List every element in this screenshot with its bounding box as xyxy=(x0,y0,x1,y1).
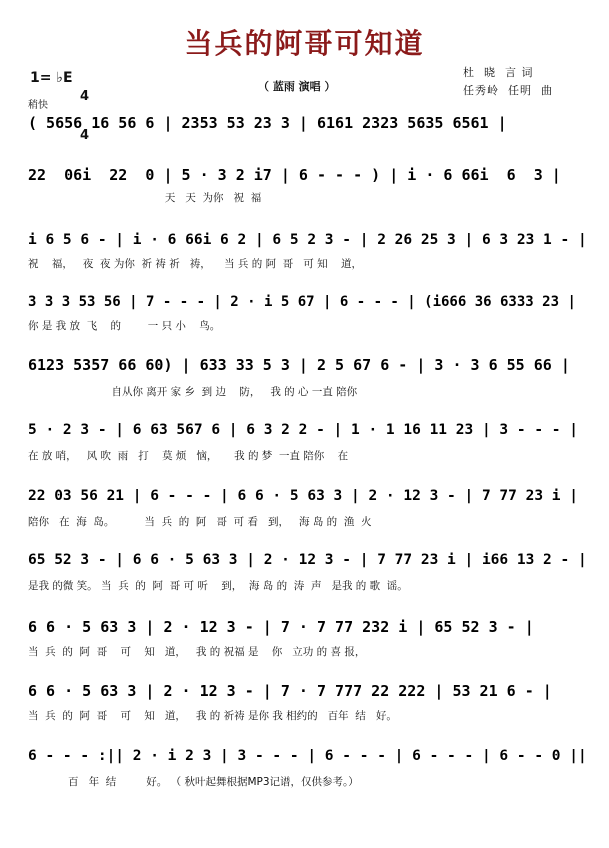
composer-credit: 任秀岭 任明 曲 xyxy=(463,84,553,97)
score-row-4-lyrics: 你 是 我 放 飞 的 一 只 小 鸟。 xyxy=(28,320,221,332)
score-row-2-lyrics: 天 天 为你 祝 福 xyxy=(28,192,262,204)
song-title: 当兵的阿哥可知道 xyxy=(184,27,425,60)
score-row-4-notes: 3 3 3 53 56 | 7 - - - | 2 · i 5 67 | 6 - - - | (i666 36 6333 23 | xyxy=(28,294,576,310)
score-row-6-lyrics: 在 放 哨， 风 吹 雨 打 莫 烦 恼， 我 的 梦 一直 陪你 在 xyxy=(28,450,349,462)
key-signature: 1= ♭E xyxy=(30,70,73,86)
singer-credit: （ 蓝雨 演唱 ） xyxy=(258,80,336,93)
score-row-1-notes: ( 5656 16 56 6 | 2353 53 23 3 | 6161 2323 5635 6561 | xyxy=(28,114,507,132)
score-row-5-notes: 6123 5357 66 60) | 633 33 5 3 | 2 5 67 6 - | 3 · 3 6 55 66 | xyxy=(28,356,570,374)
meter-top: 4 xyxy=(80,89,90,104)
score-row-8-notes: 65 52 3 - | 6 6 · 5 63 3 | 2 · 12 3 - | 7 77 23 i | i66 13 2 - | xyxy=(28,552,587,568)
score-row-11-notes: 6 - - - :|| 2 · i 2 3 | 3 - - - | 6 - - - | 6 - - - | 6 - - 0 || xyxy=(28,748,587,764)
score-row-2-notes: 22 06i 22 0 | 5 · 3 2 i7 | 6 - - - ) | i · 6 66i 6 3 | xyxy=(28,166,561,184)
tempo-marking: 稍快 xyxy=(28,100,48,111)
score-row-11-lyrics: 百 年 结 好。 （ 秋叶起舞根据MP3记谱，仅供参考。） xyxy=(28,776,359,788)
score-row-5-lyrics: 自从你 离开 家 乡 到 边 防， 我 的 心 一直 陪你 xyxy=(28,386,358,398)
meter-bottom: 4 xyxy=(80,128,90,143)
score-row-9-notes: 6 6 · 5 63 3 | 2 · 12 3 - | 7 · 7 77 232 i | 65 52 3 - | xyxy=(28,618,534,636)
score-row-9-lyrics: 当 兵 的 阿 哥 可 知 道， 我 的 祝福 是 你 立功 的 喜 报， xyxy=(28,646,366,658)
score-row-3-notes: i 6 5 6 - | i · 6 66i 6 2 | 6 5 2 3 - | 2 26 25 3 | 6 3 23 1 - | xyxy=(28,232,587,248)
score-row-10-lyrics: 当 兵 的 阿 哥 可 知 道， 我 的 祈祷 是你 我 相约的 百年 结 好。 xyxy=(28,710,397,722)
score-row-3-lyrics: 祝 福， 夜 夜 为你 祈 祷 祈 祷， 当 兵 的 阿 哥 可 知 道， xyxy=(28,258,362,270)
lyricist-credit: 杜 晓 言 词 xyxy=(463,66,534,79)
score-row-6-notes: 5 · 2 3 - | 6 63 567 6 | 6 3 2 2 - | 1 · 1 16 11 23 | 3 - - - | xyxy=(28,422,578,438)
time-signature xyxy=(80,64,89,155)
score-row-7-notes: 22 03 56 21 | 6 - - - | 6 6 · 5 63 3 | 2 · 12 3 - | 7 77 23 i | xyxy=(28,488,578,504)
score-row-7-lyrics: 陪你 在 海 岛。 当 兵 的 阿 哥 可 看 到， 海 岛 的 渔 火 xyxy=(28,516,372,528)
score-row-8-lyrics: 是我 的微 笑。 当 兵 的 阿 哥 可 听 到， 海 岛 的 涛 声 是我 的 歌 谣。 xyxy=(28,580,408,592)
score-row-10-notes: 6 6 · 5 63 3 | 2 · 12 3 - | 7 · 7 777 22 222 | 53 21 6 - | xyxy=(28,682,552,700)
